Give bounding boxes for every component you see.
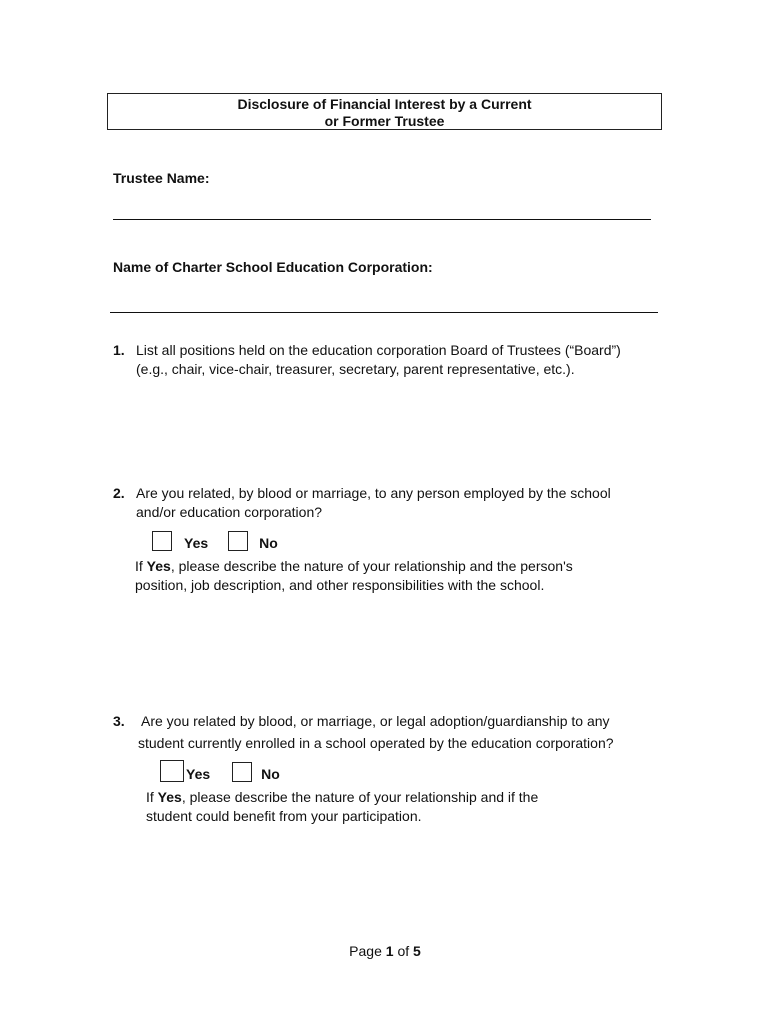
question-3-options [160,760,280,782]
question-2-yes-checkbox[interactable] [152,531,172,551]
page-prefix: Page [349,943,386,959]
question-3-followup-line-1: , please describe the nature of your relationship and if the [181,789,539,805]
question-3-line-2: student currently enrolled in a school operated by the education corporation? [138,735,614,751]
question-3-no-checkbox[interactable] [232,762,252,782]
question-2-options [152,531,278,551]
question-3-no-label: No [261,766,280,782]
trustee-name-line[interactable] [113,219,651,220]
question-1-line-1: List all positions held on the education corporation Board of Trustees (“Board”) [136,342,621,358]
title-line-1: Disclosure of Financial Interest by a Current [237,96,532,112]
question-2-yes-label: Yes [184,535,209,551]
question-1-line-2: (e.g., chair, vice-chair, treasurer, secretary, parent representative, etc.). [136,361,575,377]
trustee-name-label: Trustee Name: [113,170,210,186]
title-line-2: or Former Trustee [324,113,445,129]
question-2-followup-line-1: , please describe the nature of your relationship and the person's [170,558,573,574]
page-number [0,943,770,959]
corp-name-label: Name of Charter School Education Corporation: [113,259,433,275]
question-3-followup [146,788,538,826]
question-3-yes-label: Yes [186,766,211,782]
question-3 [113,712,673,754]
question-2-line-2: and/or education corporation? [136,504,323,520]
document-title [107,93,662,130]
question-2-line-1: Are you related, by blood or marriage, to any person employed by the school [136,485,611,501]
question-2-no-label: No [259,535,278,551]
question-2 [113,484,673,524]
question-3-yes-checkbox[interactable] [160,760,184,782]
question-1-number: 1. [113,342,125,358]
question-2-followup-prefix: If [135,558,147,574]
page-current: 1 [385,943,394,959]
corp-name-line[interactable] [110,312,658,313]
question-3-followup-line-2: student could benefit from your participation. [146,808,422,824]
page-mid: of [393,943,414,959]
page-total: 5 [413,943,421,959]
question-2-followup [135,557,573,595]
question-2-followup-line-2: position, job description, and other responsibilities with the school. [135,577,545,593]
question-3-number: 3. [113,713,125,729]
question-2-no-checkbox[interactable] [228,531,248,551]
question-3-followup-prefix: If [146,789,158,805]
question-3-line-1: Are you related by blood, or marriage, or legal adoption/guardianship to any [141,713,610,729]
question-2-number: 2. [113,485,125,501]
question-1 [113,341,673,381]
question-3-followup-yes: Yes [157,789,182,805]
question-2-followup-yes: Yes [146,558,171,574]
